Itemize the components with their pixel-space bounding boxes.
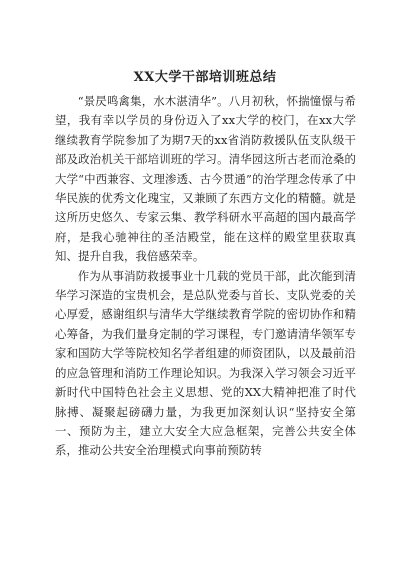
paragraph-2: 作为从事消防救援事业十几载的党员干部，此次能到清华学习深造的宝贵机会，是总队党委与首长、支队党委的关心厚爱，感谢组织与清华大学继续教育学院的密切协作和精心筹备，为我们量身定制的学习课程，专门邀请清华领军专家和国防大学等院校知名学者组建的师资团队，以及最前沿的应急管理和消防工作理论知识。为我深入学习领会习近平新时代中国特色社会主义思想、党的XX大精神把准了时代脉搏、凝聚起磅礴力量，为我更加深刻认识“坚持安全第一、预防为主，建立大安全大应急框架，完善公共安全体系，推动公共安全治理模式向事前预防转 xyxy=(55,268,356,458)
paragraph-1: “景昃鸣禽集，水木湛清华”。八月初秋，怀揣憧憬与希望，我有幸以学员的身份迈入了xx大学的校门，在xx大学继续教育学院参加了为期7天的xx省消防救援队伍支队级干部及政治机关干部培训班的学习。清华园这所古老而沧桑的大学“中西兼容、文理渗透、古今贯通”的治学理念传承了中华民族的优秀文化瑰宝，又兼顾了东西方文化的精髓。就是这所历史悠久、专家云集、教学科研水平高超的国内最高学府，是我心驰神往的圣洁殿堂，能在这样的殿堂里获取真知、提升自我，我倍感荣幸。 xyxy=(55,94,356,264)
document-title: XX大学干部培训班总结 xyxy=(133,70,277,85)
document-body xyxy=(55,92,356,461)
